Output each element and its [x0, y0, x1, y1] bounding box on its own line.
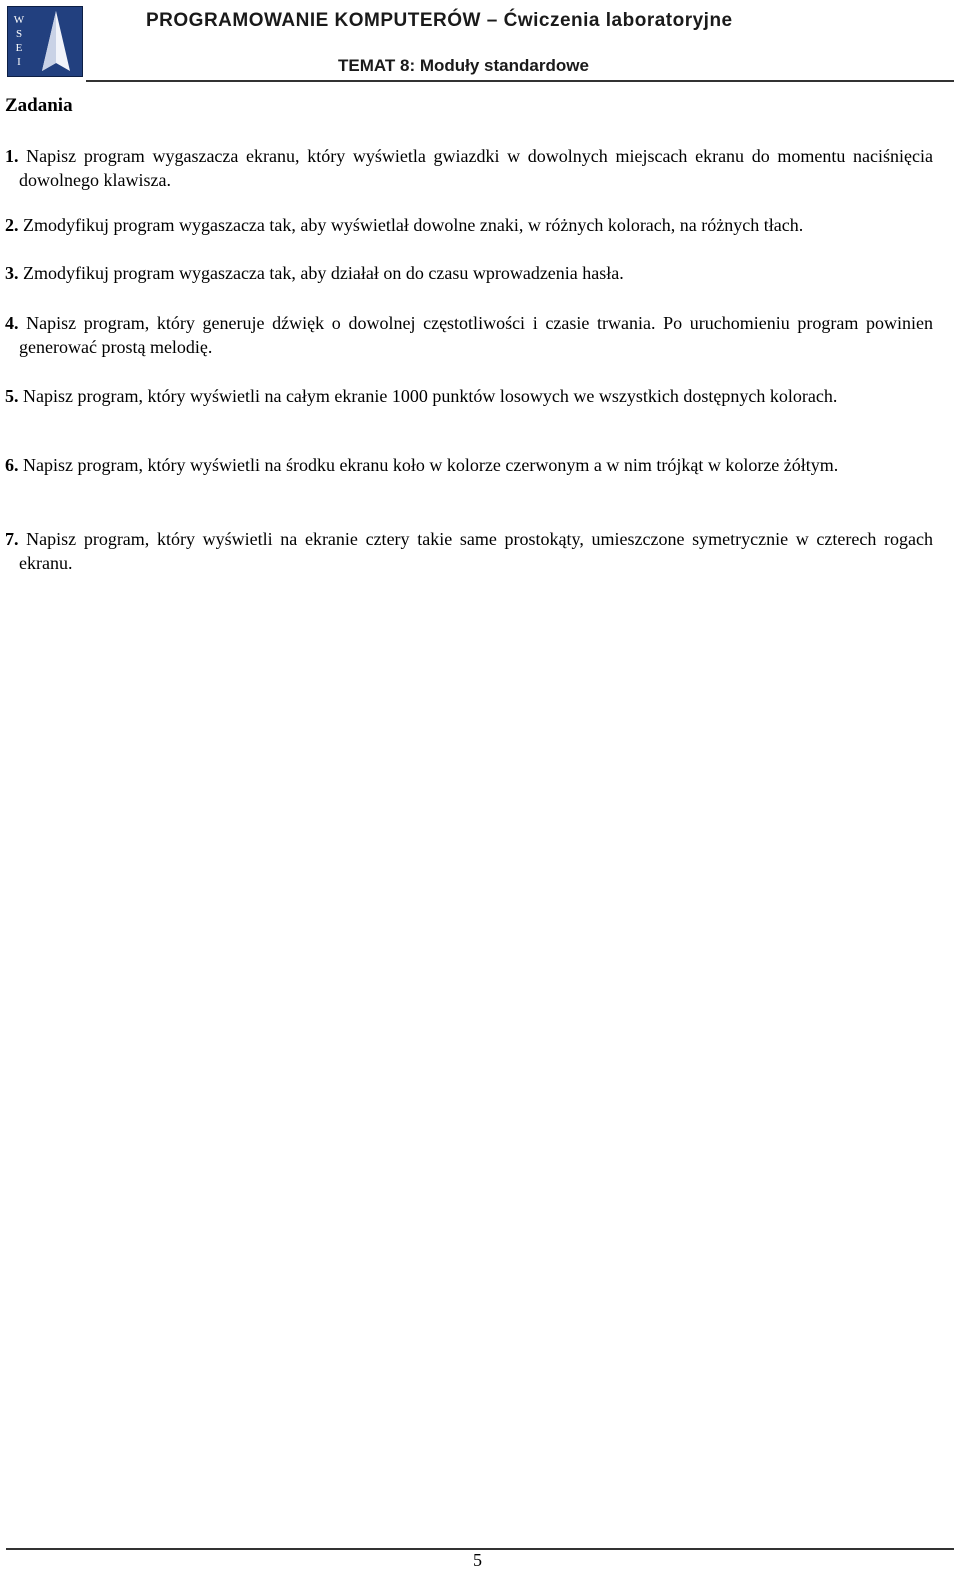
task-number: 3.	[5, 263, 19, 283]
task-number: 1.	[5, 146, 19, 166]
task-text: Zmodyfikuj program wygaszacza tak, aby działał on do czasu wprowadzenia hasła.	[23, 263, 624, 283]
page-number: 5	[473, 1550, 482, 1570]
wsei-logo	[7, 6, 83, 77]
task-text: Napisz program wygaszacza ekranu, który wyświetla gwiazdki w dowolnych miejscach ekranu do momentu naciśnięcia dowolnego klawisza.	[19, 146, 933, 190]
task-item	[5, 261, 933, 285]
task-item	[5, 384, 933, 408]
task-number: 6.	[5, 455, 19, 475]
task-item	[5, 453, 933, 477]
logo-letter: E	[15, 42, 23, 54]
logo-letter: W	[13, 14, 25, 26]
task-number: 4.	[5, 313, 19, 333]
header-subtitle: TEMAT 8: Moduły standardowe	[338, 56, 589, 75]
task-item	[5, 213, 933, 237]
header-divider	[86, 80, 954, 82]
logo-letter: I	[17, 56, 21, 68]
task-item	[5, 311, 933, 357]
task-number: 7.	[5, 529, 19, 549]
logo-letter: S	[15, 28, 23, 40]
section-title: Zadania	[5, 95, 73, 116]
task-text: Napisz program, który wyświetli na środku ekranu koło w kolorze czerwonym a w nim trójkąt w kolorze żółtym.	[23, 455, 839, 475]
task-item	[5, 144, 933, 190]
task-number: 5.	[5, 386, 19, 406]
task-text: Napisz program, który wyświetli na całym ekranie 1000 punktów losowych we wszystkich dostępnych kolorach.	[23, 386, 838, 406]
task-text: Zmodyfikuj program wygaszacza tak, aby wyświetlał dowolne znaki, w różnych kolorach, na różnych tłach.	[23, 215, 804, 235]
task-item	[5, 527, 933, 573]
task-text: Napisz program, który generuje dźwięk o dowolnej częstotliwości i czasie trwania. Po uruchomieniu program powinien generować prostą melodię.	[19, 313, 933, 357]
task-number: 2.	[5, 215, 19, 235]
task-text: Napisz program, który wyświetli na ekranie cztery takie same prostokąty, umieszczone symetrycznie w czterech rogach ekranu.	[19, 529, 933, 573]
logo-letters	[8, 13, 30, 69]
header-title: PROGRAMOWANIE KOMPUTERÓW – Ćwiczenia laboratoryjne	[146, 10, 733, 31]
